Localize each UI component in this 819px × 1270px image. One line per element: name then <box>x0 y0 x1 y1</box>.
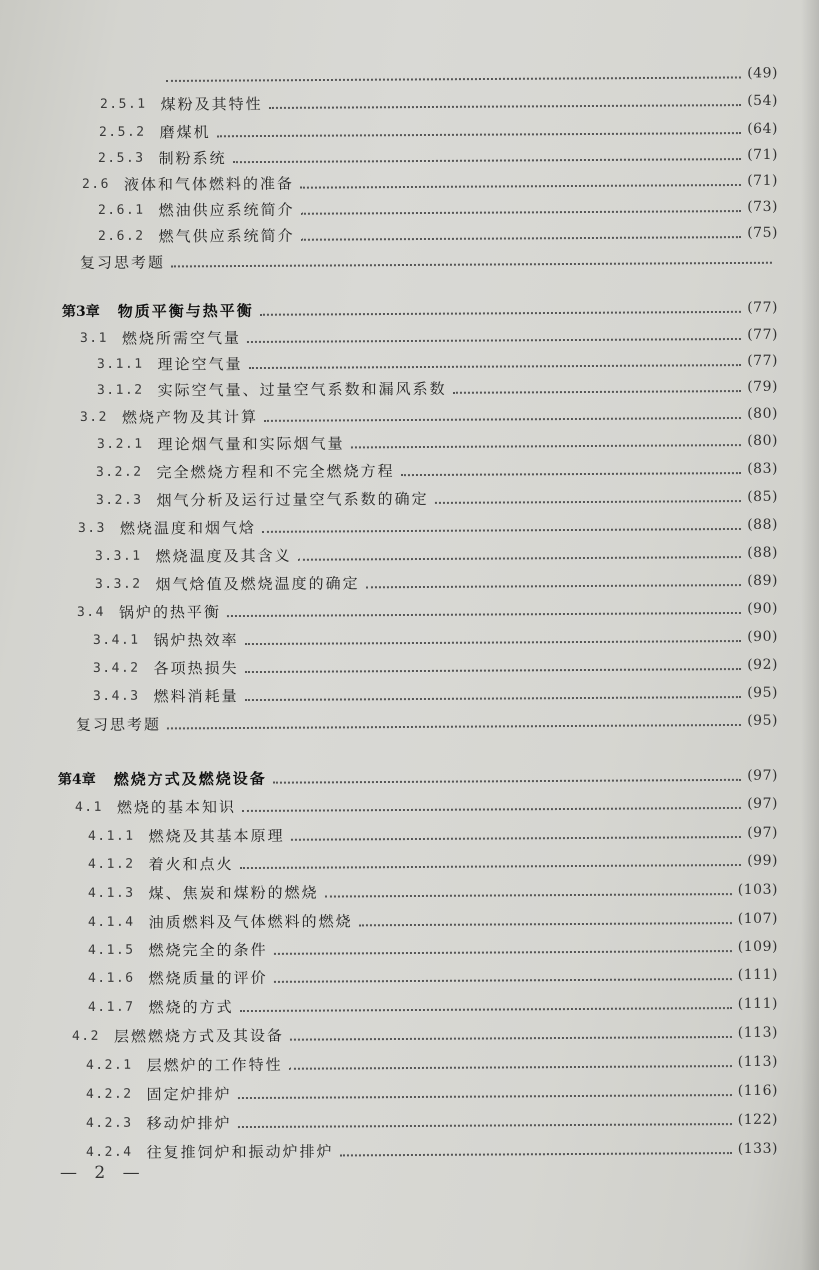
toc-entry <box>86 1132 778 1162</box>
toc-page: (85) <box>747 488 778 506</box>
toc-page: (97) <box>747 767 778 784</box>
toc-title: 往复推饲炉和振动炉排炉 <box>146 1142 334 1162</box>
toc-title: 燃烧产物及其计算 <box>121 407 258 427</box>
toc-leader <box>300 183 741 189</box>
toc-page: (71) <box>747 172 778 189</box>
toc-entry <box>80 242 778 272</box>
toc-number: 4.1.1 <box>87 828 135 845</box>
toc-page: (111) <box>737 966 778 984</box>
toc-page: (64) <box>747 120 778 138</box>
toc-title: 磨煤机 <box>159 123 211 142</box>
toc-page: (107) <box>737 910 778 928</box>
toc-entry <box>82 164 778 194</box>
toc-leader <box>290 1035 732 1041</box>
toc-title: 液体和气体燃料的准备 <box>123 174 294 194</box>
toc-entry <box>88 844 778 874</box>
toc-page: (54) <box>747 92 778 110</box>
toc-number: 4.2.2 <box>85 1086 133 1102</box>
toc-title: 油质燃料及气体燃料的燃烧 <box>148 912 353 932</box>
toc-leader <box>240 1006 732 1012</box>
toc-page: (80) <box>747 432 778 450</box>
toc-entry <box>96 480 778 510</box>
toc-page: (113) <box>737 1053 778 1071</box>
toc-entry <box>72 1016 778 1046</box>
toc-page: (90) <box>747 600 778 617</box>
page-number: — 2 — <box>60 1163 146 1183</box>
toc-leader <box>453 389 742 394</box>
toc-title: 着火和点火 <box>148 855 234 874</box>
toc-leader <box>238 1122 732 1128</box>
toc-title: 复习思考题 <box>75 715 162 734</box>
toc-leader <box>366 583 742 588</box>
toc-entry <box>88 902 778 932</box>
toc-page: (89) <box>747 572 778 590</box>
toc-number: 2.6 <box>81 176 110 193</box>
toc-entry <box>100 84 778 114</box>
toc-number: 4.2.3 <box>85 1115 133 1131</box>
toc-page: (80) <box>747 405 778 422</box>
toc-page: (103) <box>737 881 778 899</box>
toc-title: 燃烧及其基本原理 <box>148 826 285 846</box>
toc-entry <box>78 508 778 538</box>
toc-title: 完全燃烧方程和不完全燃烧方程 <box>156 462 395 482</box>
toc-leader <box>325 892 732 897</box>
toc-number: 3.2.3 <box>95 492 143 509</box>
toc-number: 3.4.3 <box>92 688 140 705</box>
toc-number: 3.3 <box>77 520 106 537</box>
toc-entry <box>86 1045 778 1075</box>
toc-leader <box>167 723 741 730</box>
toc-entry <box>88 930 778 960</box>
toc-leader <box>233 157 742 163</box>
toc-entry <box>80 397 778 427</box>
toc-number: 3.1.1 <box>96 356 144 373</box>
toc-leader <box>238 1093 732 1099</box>
toc-title: 燃烧完全的条件 <box>148 940 268 960</box>
toc-page: (92) <box>747 656 778 674</box>
toc-entry <box>88 873 778 903</box>
toc-number: 3.4.2 <box>92 660 140 677</box>
toc-page: (88) <box>747 544 778 562</box>
toc-entry <box>97 370 778 400</box>
toc-page: (77) <box>747 299 778 316</box>
toc-entry <box>86 1103 778 1133</box>
toc-page: (116) <box>737 1082 778 1100</box>
toc-chapter-entry <box>58 759 778 789</box>
toc-title: 复习思考题 <box>79 253 166 272</box>
toc-title: 煤、焦炭和煤粉的燃烧 <box>148 883 319 903</box>
toc-number: 3.4 <box>76 604 105 621</box>
toc-leader <box>351 443 742 448</box>
toc-leader <box>242 806 741 812</box>
toc-leader <box>301 235 742 241</box>
toc-leader <box>262 527 741 533</box>
toc-number: 3.2.2 <box>95 464 143 481</box>
toc-number: 4.1.5 <box>87 942 135 959</box>
toc-page: (95) <box>747 712 778 729</box>
toc-leader <box>249 363 742 369</box>
toc-leader <box>264 416 741 422</box>
toc-title: 实际空气量、过量空气系数和漏风系数 <box>157 379 447 400</box>
toc-title: 燃油供应系统简介 <box>158 200 295 220</box>
toc-number: 4.2.1 <box>85 1057 133 1073</box>
toc-number: 4.1.7 <box>87 999 135 1016</box>
toc-page: (109) <box>737 938 778 956</box>
toc-title: 燃烧所需空气量 <box>121 329 241 348</box>
toc-number: 2.5.2 <box>98 124 146 141</box>
toc-number: 4.2.4 <box>85 1144 133 1160</box>
page-edge-shadow <box>801 0 819 1270</box>
toc-page: (71) <box>747 146 778 164</box>
toc-page: (73) <box>747 198 778 216</box>
toc-leader <box>217 131 742 137</box>
toc-leader <box>240 863 742 869</box>
toc-entry <box>96 452 778 482</box>
toc-title: 理论空气量 <box>157 355 243 374</box>
toc-chapter-title: 燃烧方式及燃烧设备 <box>113 769 267 789</box>
toc-number: 3.3.2 <box>94 576 142 593</box>
toc-number: 3.3.1 <box>94 548 142 565</box>
toc-leader <box>269 103 742 109</box>
toc-page: (122) <box>737 1111 778 1129</box>
toc-title: 燃气供应系统简介 <box>158 226 295 246</box>
toc-leader <box>435 499 742 504</box>
toc-title: 理论烟气量和实际烟气量 <box>157 434 345 454</box>
toc-page: (111) <box>737 995 778 1013</box>
toc-page: (133) <box>737 1140 778 1158</box>
toc-number: 2.6.2 <box>97 228 145 245</box>
toc-leader <box>245 667 742 673</box>
toc-title: 煤粉及其特性 <box>160 95 263 114</box>
toc-number: 3.2.1 <box>96 436 144 453</box>
toc-chapter-title: 物质平衡与热平衡 <box>117 301 254 321</box>
toc-page: (97) <box>747 795 778 812</box>
toc-leader <box>291 835 742 841</box>
toc-number: 2.5.3 <box>97 150 145 167</box>
toc-title: 层燃燃烧方式及其设备 <box>113 1026 284 1046</box>
toc-chapter-entry <box>62 291 778 321</box>
toc-entry <box>75 787 778 817</box>
toc-leader <box>359 921 732 926</box>
toc-entry <box>86 1074 778 1104</box>
toc-number: 2.5.1 <box>99 96 147 113</box>
toc-leader <box>298 555 742 561</box>
toc-entry <box>160 56 778 86</box>
toc-leader <box>247 337 741 343</box>
toc-leader <box>401 471 742 476</box>
toc-page: (88) <box>747 516 778 533</box>
toc-leader <box>340 1151 732 1156</box>
toc-entry <box>93 676 778 706</box>
toc-entry <box>77 592 778 622</box>
toc-page: (90) <box>747 628 778 646</box>
toc-number: 4.1.3 <box>87 885 135 902</box>
toc-page: (49) <box>747 65 778 82</box>
toc-title: 燃烧温度及其含义 <box>155 546 292 566</box>
toc-chapter-number: 第4章 <box>57 771 96 788</box>
toc-number: 3.4.1 <box>92 632 140 649</box>
toc-leader <box>245 695 742 701</box>
toc-leader <box>227 611 741 617</box>
toc-entry <box>88 958 778 988</box>
toc-title: 层燃炉的工作特性 <box>146 1055 283 1075</box>
toc-title: 各项热损失 <box>153 659 239 678</box>
toc-title: 燃料消耗量 <box>153 687 239 706</box>
toc-title: 燃烧的方式 <box>148 998 234 1017</box>
toc-page: (99) <box>747 852 778 869</box>
toc-page: (77) <box>747 352 778 370</box>
toc-leader <box>166 75 741 82</box>
toc-title: 烟气焓值及燃烧温度的确定 <box>155 574 360 594</box>
toc-page: (97) <box>747 824 778 841</box>
toc-number: 4.1.2 <box>87 856 135 873</box>
toc-entry <box>97 424 778 454</box>
toc-title: 燃烧温度和烟气焓 <box>119 518 256 538</box>
toc-leader <box>171 261 772 268</box>
toc-entry <box>93 648 778 678</box>
toc-entry <box>80 318 778 348</box>
toc-page: (79) <box>747 378 778 396</box>
toc-title: 制粉系统 <box>158 149 227 168</box>
toc-leader <box>274 949 732 955</box>
toc-leader <box>289 1064 732 1070</box>
toc-number: 4.1 <box>74 799 103 816</box>
toc-title: 烟气分析及运行过量空气系数的确定 <box>156 489 429 510</box>
toc-page: (95) <box>747 684 778 702</box>
toc-page: (75) <box>747 224 778 242</box>
toc-page: (77) <box>747 326 778 343</box>
toc-number: 4.1.6 <box>87 970 135 987</box>
toc-number: 3.1.2 <box>96 382 144 399</box>
toc-page: (83) <box>747 460 778 478</box>
toc-title: 锅炉的热平衡 <box>118 603 221 622</box>
toc-page: (113) <box>737 1024 778 1041</box>
toc-entry <box>88 816 778 846</box>
toc-leader <box>273 778 741 784</box>
toc-leader <box>260 310 741 316</box>
toc-title: 燃烧质量的评价 <box>148 968 268 988</box>
toc-entry <box>93 620 778 650</box>
toc-chapter-number: 第3章 <box>61 303 100 321</box>
toc-leader <box>301 209 742 215</box>
toc-number: 4.1.4 <box>87 914 135 931</box>
toc-title: 固定炉排炉 <box>146 1085 232 1104</box>
toc-leader <box>274 977 732 983</box>
toc-entry <box>88 987 778 1017</box>
toc-number: 3.1 <box>79 330 108 347</box>
toc-title: 锅炉热效率 <box>153 631 239 650</box>
toc-entry <box>95 564 778 594</box>
toc-entry <box>76 704 778 734</box>
toc-leader <box>245 639 742 645</box>
toc-title: 移动炉排炉 <box>146 1114 232 1133</box>
toc-title: 燃烧的基本知识 <box>116 798 236 817</box>
toc-number: 3.2 <box>79 409 108 426</box>
toc-entry <box>95 536 778 566</box>
toc-number: 2.6.1 <box>97 202 145 219</box>
toc-number: 4.2 <box>71 1028 100 1044</box>
